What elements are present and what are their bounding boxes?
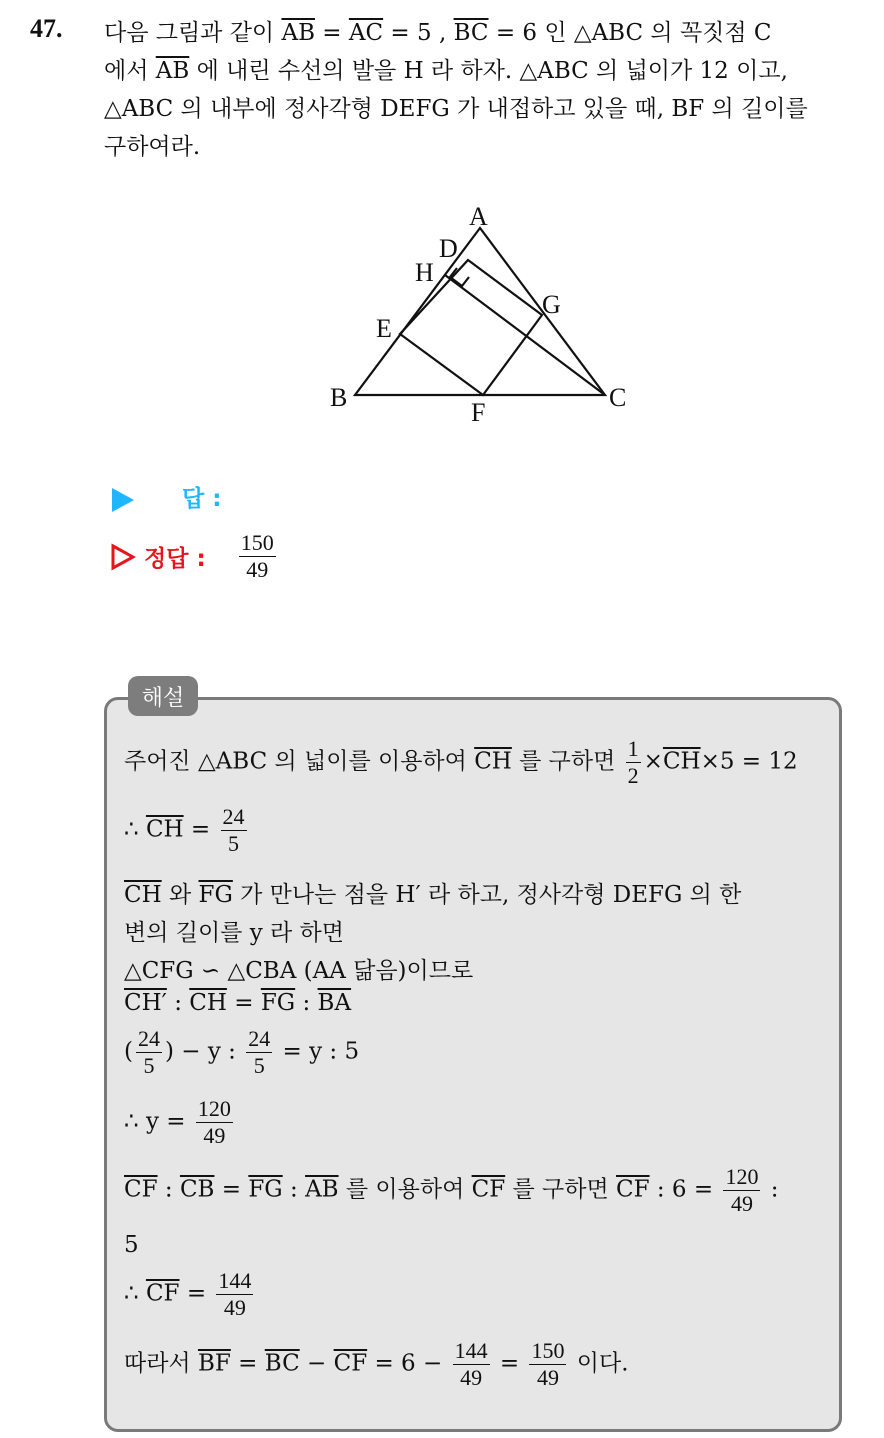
solution-line-10: 5	[124, 1232, 139, 1258]
triangle-figure	[320, 195, 640, 435]
question-text	[104, 14, 864, 166]
question-number: 47.	[30, 14, 63, 43]
label-h: H	[415, 258, 434, 287]
solution-tag: 해설	[128, 676, 198, 716]
solution-line-12: 따라서 $\overline{BF} = \overline{BC} - \overline{CF} = 6$ − $\frac{144}{49}$ = $\frac{150}{49}$ 이다.	[124, 1338, 629, 1390]
label-f: F	[471, 398, 486, 427]
solution-line-2: ∴ $\overline{CH}$ = $\frac{24}{5}$	[124, 804, 245, 856]
solution-line-6: CH′ : $\overline{CH} = \overline{FG}$ : $\overline{BA}$	[124, 990, 352, 1016]
question-line-4: 구하여라.	[104, 134, 201, 160]
solution-line-7: ( $\frac{24}{5}$ ) − y : $\frac{24}{5}$ = y : 5	[124, 1026, 360, 1078]
triangle-abc	[355, 228, 605, 395]
label-a: A	[469, 202, 488, 231]
answer-play-icon	[110, 486, 136, 514]
correct-answer-label: 정답 :	[144, 546, 206, 572]
solution-line-11: ∴ $\overline{CF}$ = $\frac{144}{49}$	[124, 1268, 252, 1320]
label-e: E	[376, 314, 392, 343]
question-line-1: 다음 그림과 같이 $\overline{AB} = \overline{AC} = 5$ , $\overline{BC} = 6$ 인 △ABC 의 꼭짓점 C	[104, 20, 772, 46]
question-line-2: 에서 $\overline{AB}$ 에 내린 수선의 발을 H 라 하자. △ABC 의 넓이가 12 이고,	[104, 58, 788, 84]
answer-label: 답 :	[182, 486, 222, 512]
solution-line-1: 주어진 △ABC 의 넓이를 이용하여 $\overline{CH}$ 를 구하면 $\frac{1}{2}$ $\times\overline{CH}\times 5 = 12$	[124, 736, 798, 788]
label-d: D	[439, 234, 458, 263]
triangle-diagram	[320, 195, 640, 435]
solution-line-9: $\overline{CF}$ : $\overline{CB} = \overline{FG}$ : $\overline{AB}$ 를 이용하여 $\overline{CF}$ 를 구하면 $\overline{CF}$ : 6 = $\frac{120}{49}$ :	[124, 1164, 779, 1216]
perpendicular-ch	[445, 275, 605, 395]
correct-answer-row	[110, 530, 279, 583]
solution-line-5: △CFG ∽ △CBA (AA 닮음)이므로	[124, 958, 474, 984]
solution-line-3: $\overline{CH}$ 와 $\overline{FG}$ 가 만나는 점을 H′ 라 하고, 정사각형 DEFG 의 한	[124, 882, 742, 908]
label-c: C	[609, 383, 627, 412]
solution-line-8: ∴ y = $\frac{120}{49}$	[124, 1096, 231, 1148]
label-b: B	[330, 383, 348, 412]
question-line-3: △ABC 의 내부에 정사각형 DEFG 가 내접하고 있을 때, BF 의 길이를	[104, 96, 808, 122]
solution-line-4: 변의 길이를 y 라 하면	[124, 920, 344, 946]
label-g: G	[542, 290, 561, 319]
correct-play-outline-icon	[110, 543, 136, 571]
correct-answer-fraction: $\frac{150}{49}$	[240, 530, 274, 582]
answer-row	[110, 480, 221, 514]
